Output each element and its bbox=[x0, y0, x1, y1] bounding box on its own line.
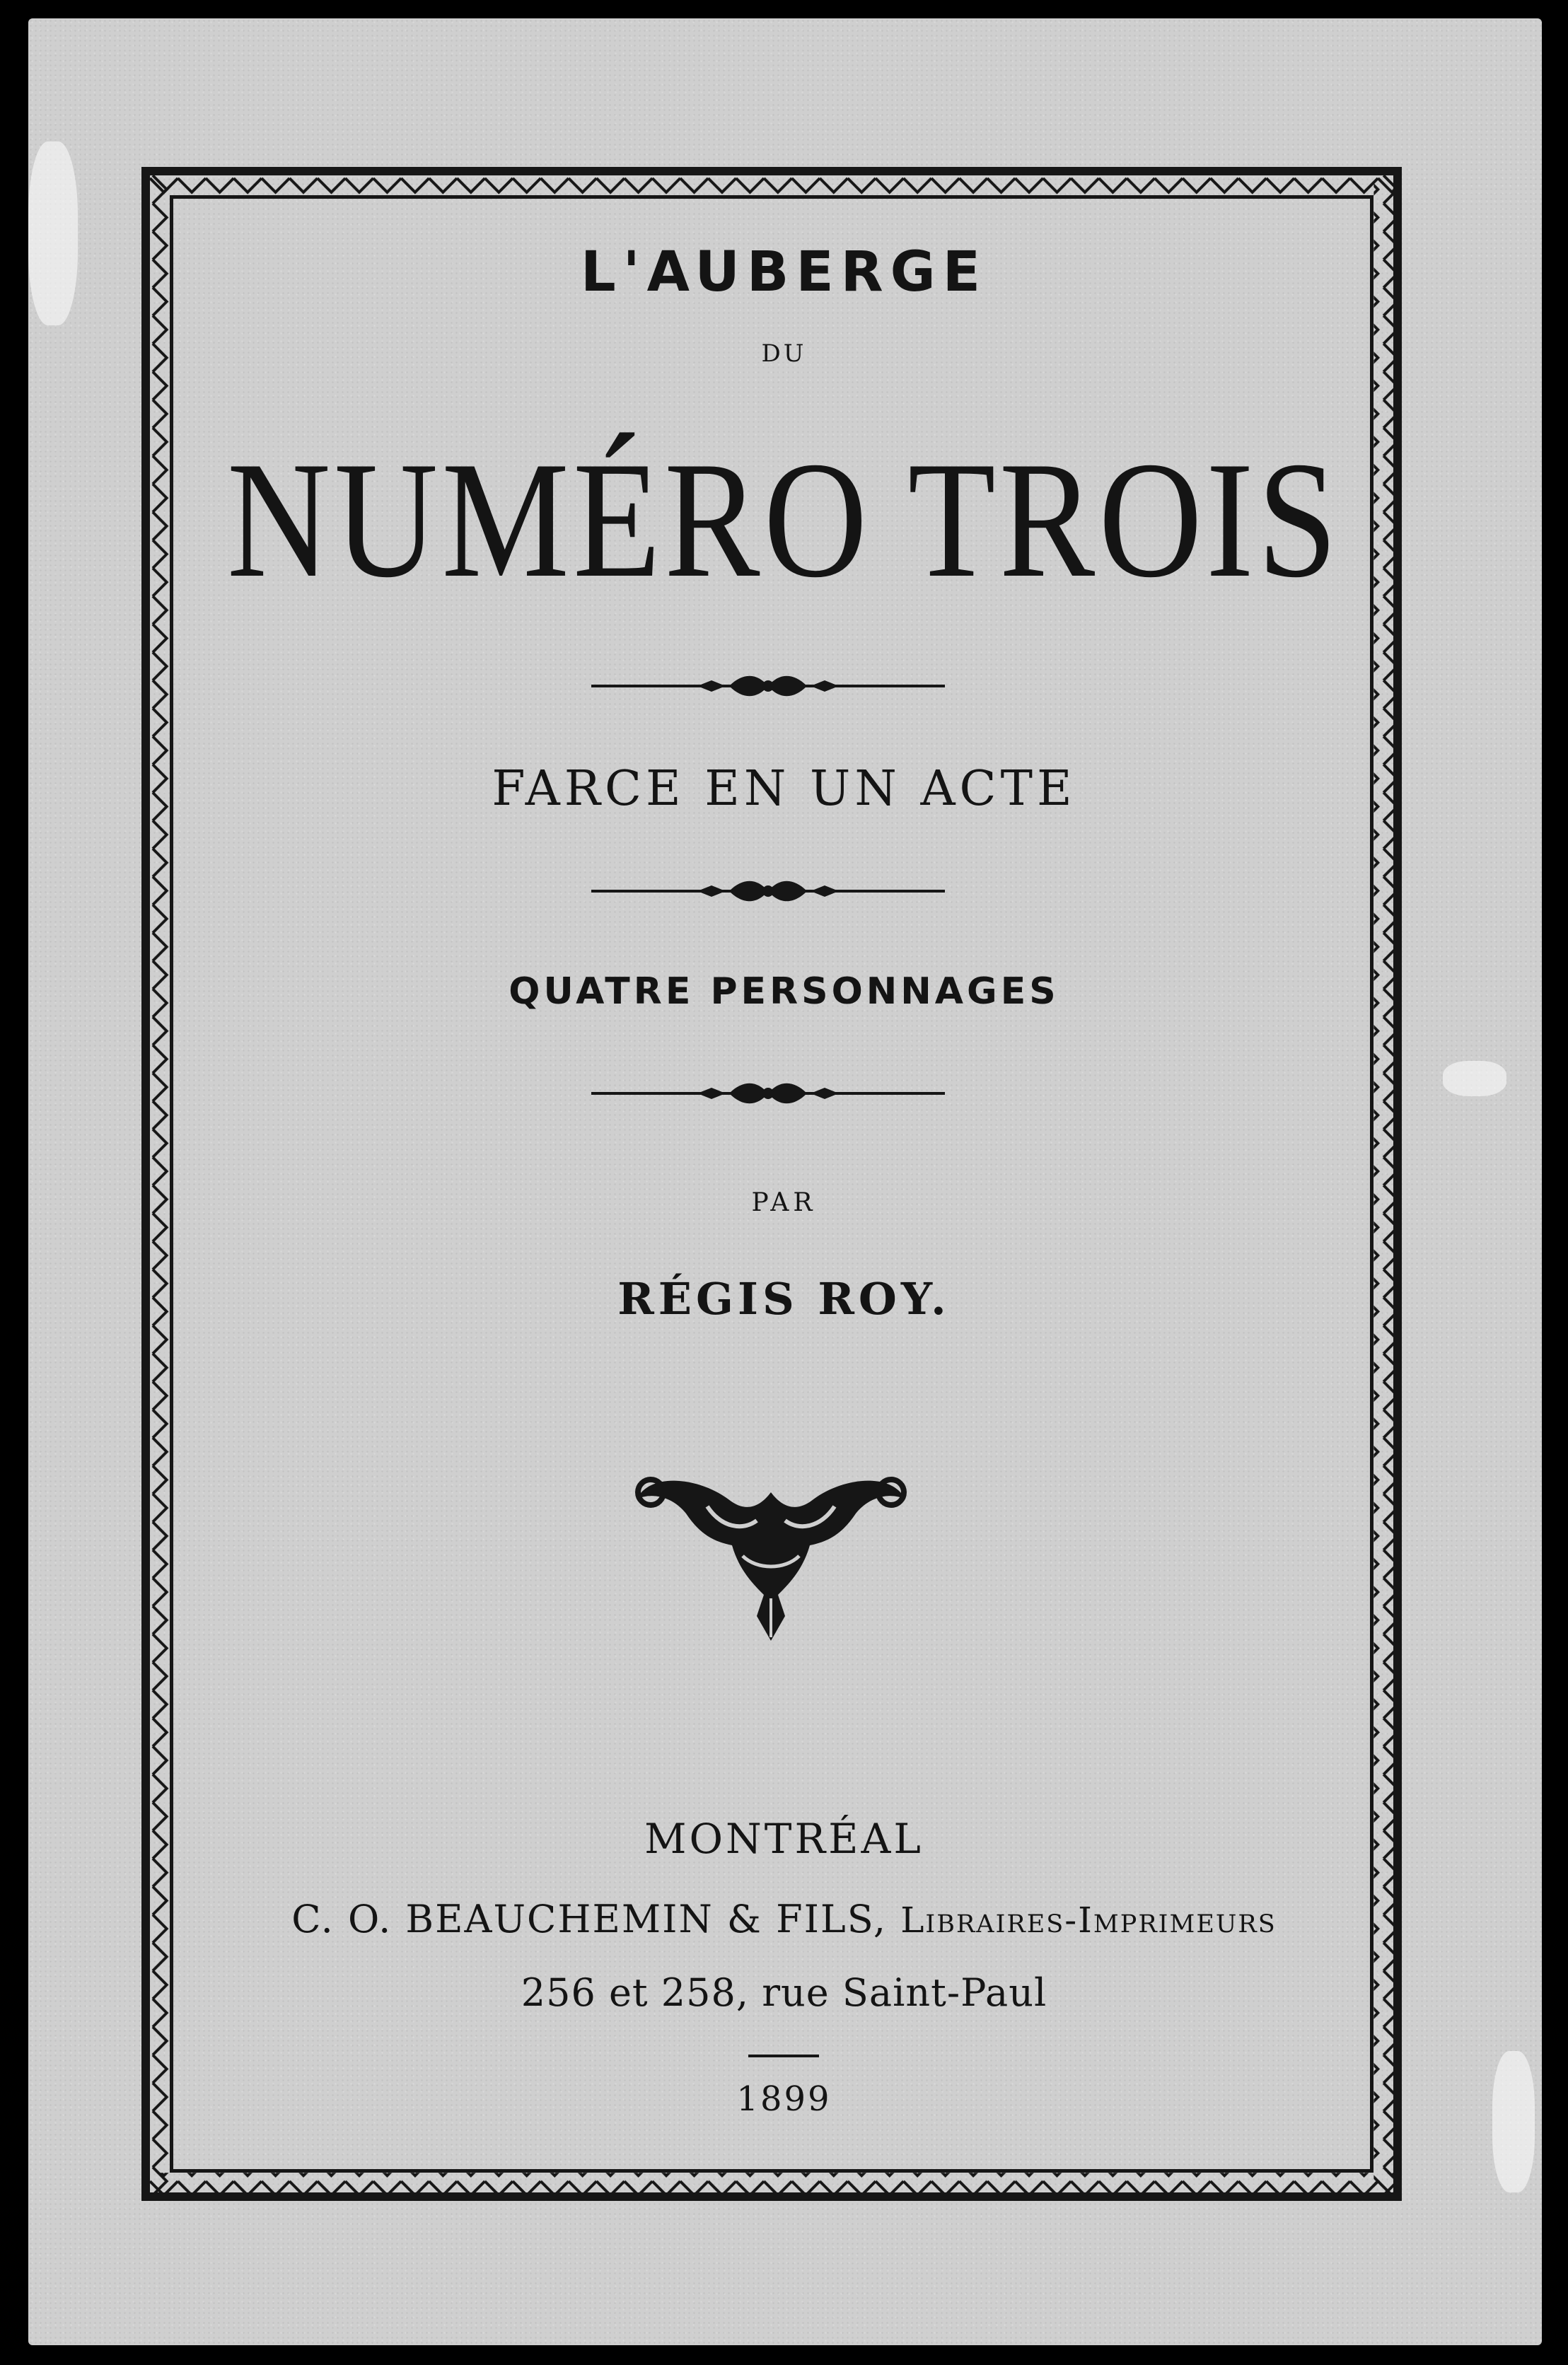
paper-wear-mark bbox=[1443, 1061, 1506, 1096]
publication-year: 1899 bbox=[736, 2079, 832, 2119]
author-name: RÉGIS ROY. bbox=[617, 1273, 951, 1325]
paper-wear-mark bbox=[1492, 2051, 1535, 2192]
floral-vignette-icon bbox=[622, 1464, 919, 1676]
year-rule bbox=[748, 2055, 819, 2057]
title-prefix: L'AUBERGE bbox=[581, 240, 987, 304]
byline-label: PAR bbox=[751, 1188, 817, 1217]
publisher-address: 256 et 258, rue Saint-Paul bbox=[521, 1970, 1047, 2015]
fleuron-divider-icon bbox=[591, 1072, 945, 1115]
publisher-line bbox=[0, 1897, 1568, 1941]
fleuron-divider-icon bbox=[591, 665, 945, 707]
publisher-name: C. O. BEAUCHEMIN & FILS, bbox=[291, 1897, 888, 1941]
publisher-trade: Libraires-Imprimeurs bbox=[900, 1900, 1277, 1941]
fleuron-divider-icon bbox=[591, 870, 945, 912]
imprint-city: MONTRÉAL bbox=[644, 1815, 924, 1863]
title-connector: DU bbox=[761, 339, 807, 368]
main-title: NUMÉRO TROIS bbox=[226, 428, 1341, 612]
subtitle: FARCE EN UN ACTE bbox=[492, 761, 1076, 817]
cast-count: QUATRE PERSONNAGES bbox=[509, 970, 1059, 1013]
